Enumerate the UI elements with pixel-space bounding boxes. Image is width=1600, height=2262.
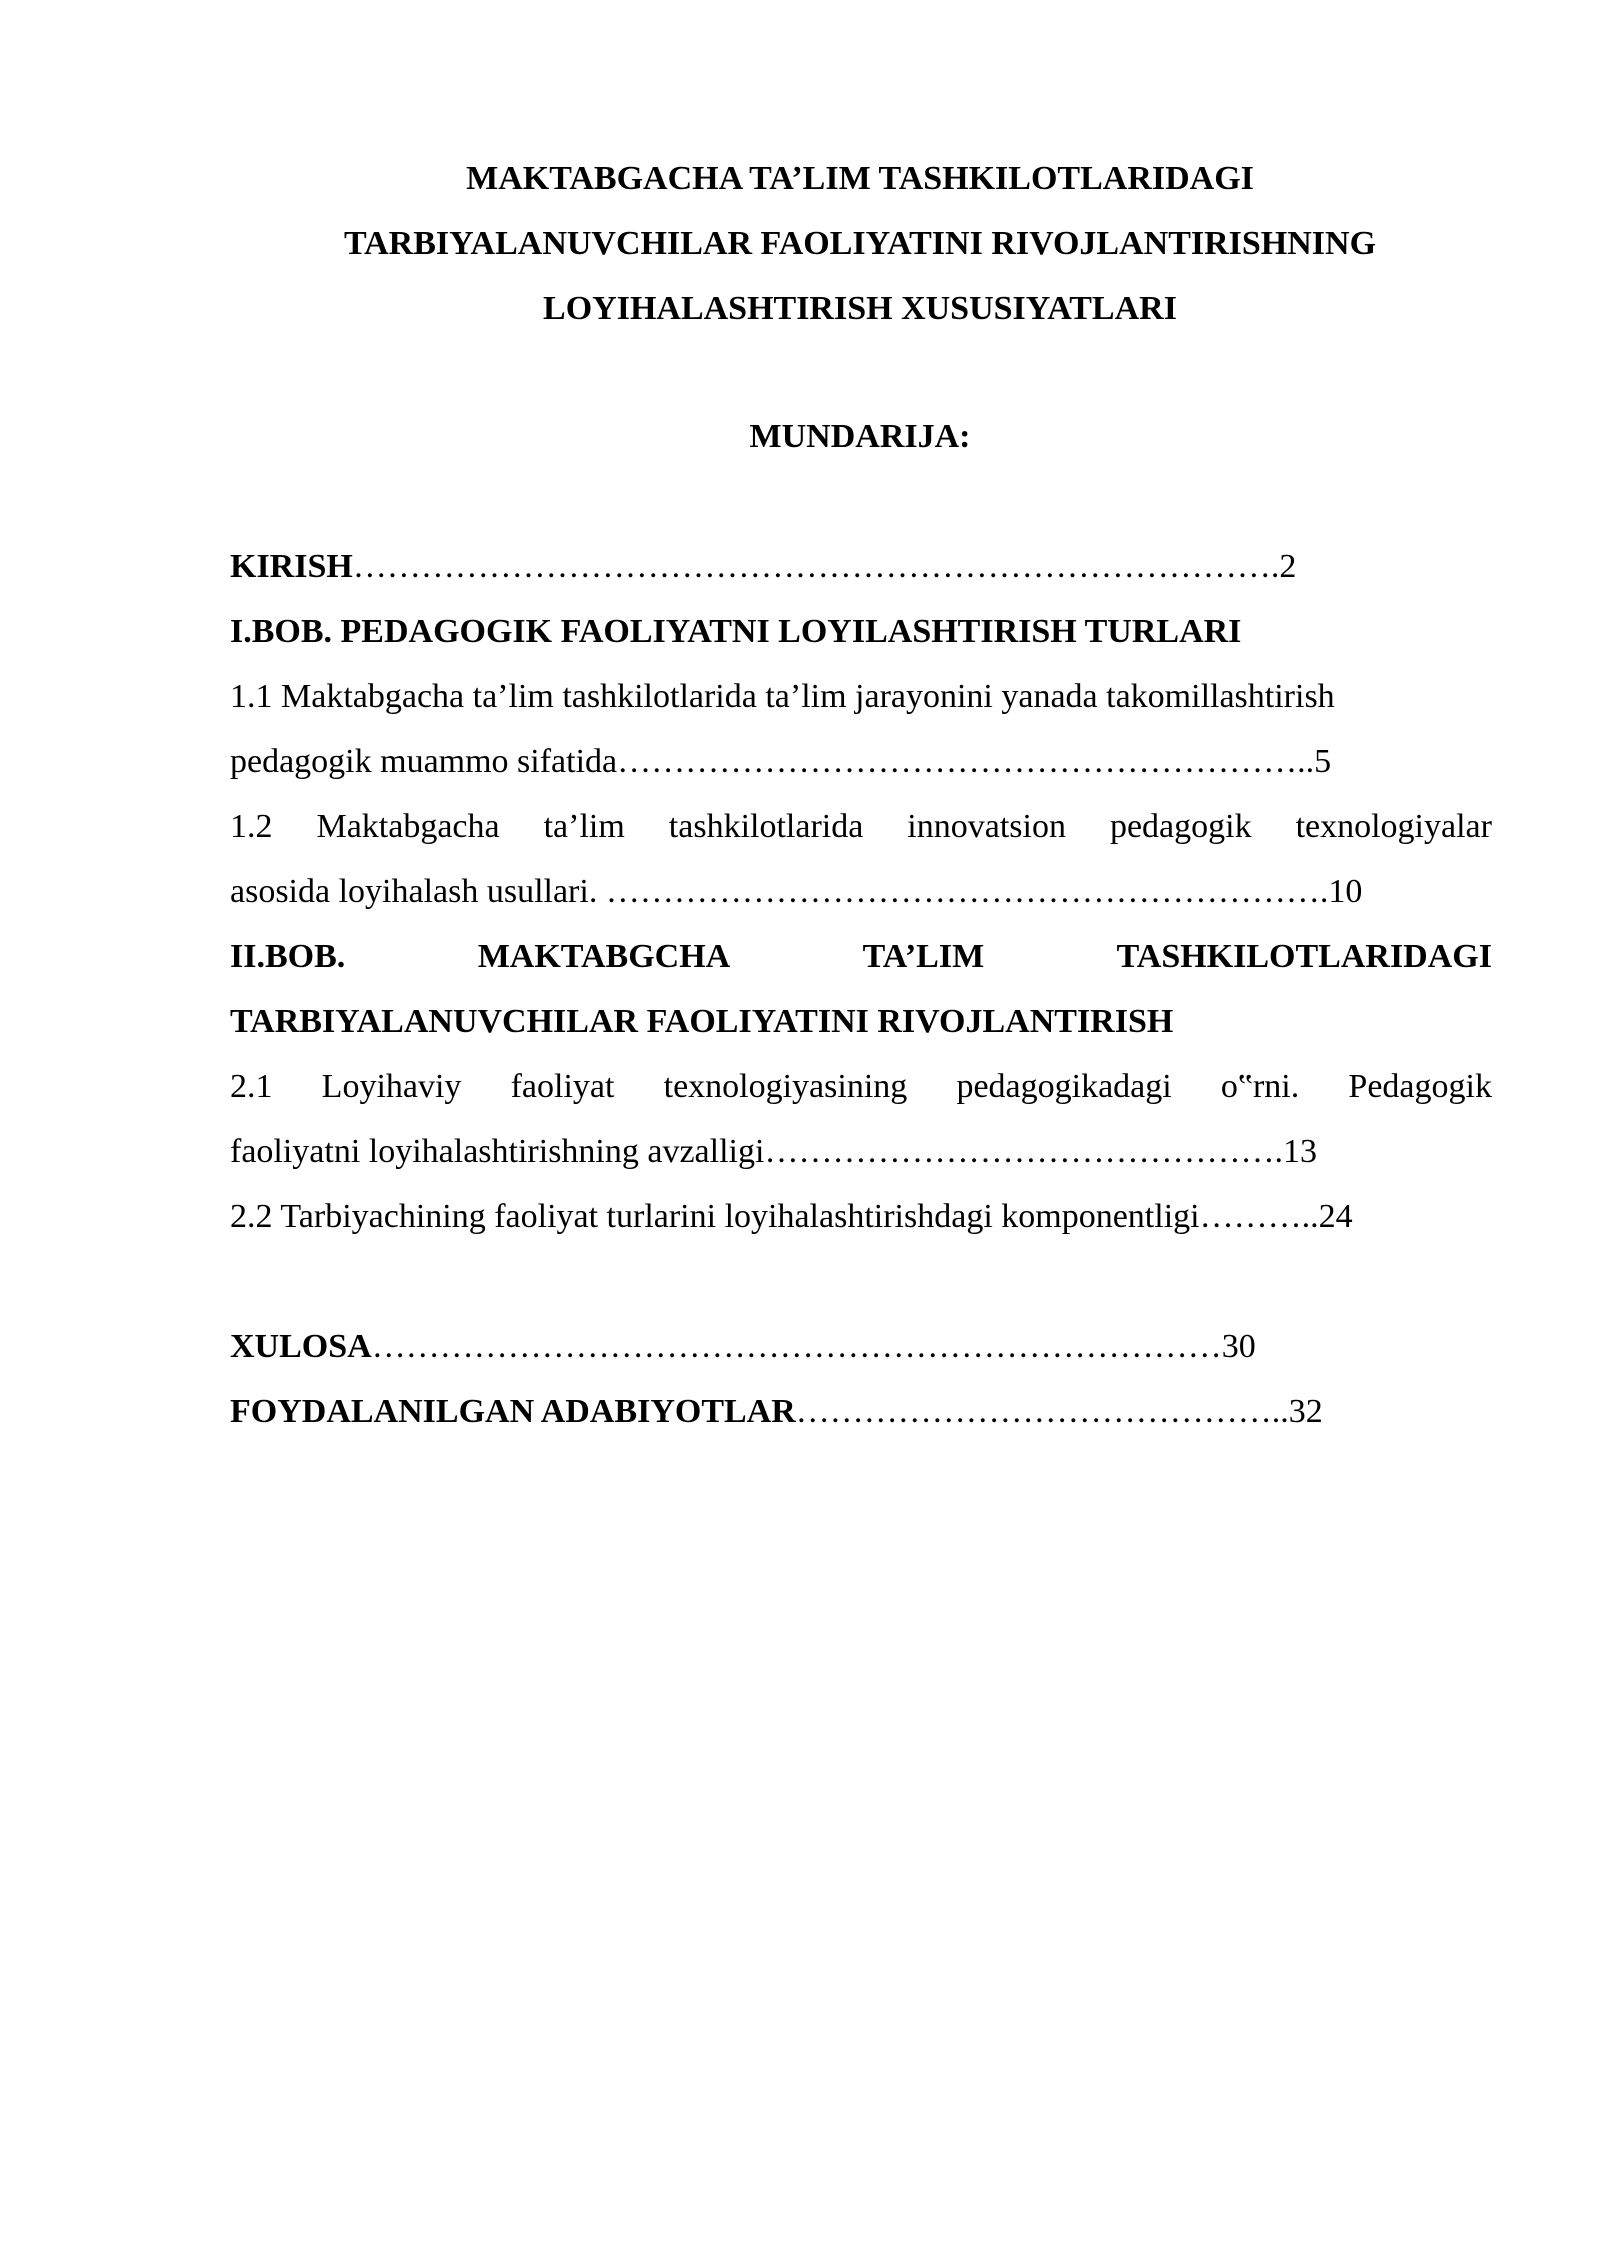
toc-page-number: 5 xyxy=(1314,743,1332,780)
toc-page-number: 10 xyxy=(1328,873,1363,910)
toc-entry-1-1-line-1: 1.1 Maktabgacha ta’lim tashkilotlarida ta’lim jarayonini yanada takomillashtirish xyxy=(230,678,1335,715)
toc-word: II.BOB. xyxy=(230,938,346,975)
toc-word: Pedagogik xyxy=(1348,1068,1492,1105)
toc-word: Loyihaviy xyxy=(321,1068,462,1105)
toc-word: MAKTABGCHA xyxy=(477,938,731,975)
toc-leader-dots: …………………………………………………….. xyxy=(617,743,1315,780)
toc-word: tashkilotlarida xyxy=(668,808,864,845)
toc-word: 2.1 xyxy=(230,1068,273,1105)
toc-word: texnologiyasining xyxy=(663,1068,908,1105)
toc-page-number: 2 xyxy=(1279,548,1297,585)
toc-entry-2-1-line-1 xyxy=(230,1054,1492,1119)
toc-label: asosida loyihalash usullari. xyxy=(230,873,606,910)
toc-leader-dots: ……….. xyxy=(1199,1198,1319,1235)
toc-chapter-2-line-1 xyxy=(230,924,1492,989)
toc-chapter-1: I.BOB. PEDAGOGIK FAOLIYATNI LOYILASHTIRISH TURLARI xyxy=(230,613,1242,650)
toc-label: pedagogik muammo sifatida xyxy=(230,743,618,780)
toc-word: pedagogik xyxy=(1109,808,1252,845)
toc-leader-dots: …………………………………….. xyxy=(795,1393,1289,1430)
title-line-2: TARBIYALANUVCHILAR FAOLIYATINI RIVOJLANTIRISHNING xyxy=(343,225,1377,262)
toc-label: faoliyatni loyihalashtirishning avzalligi xyxy=(230,1133,765,1170)
toc-label: FOYDALANILGAN ADABIYOTLAR xyxy=(230,1393,796,1430)
toc-entry-1-1-line-2 xyxy=(230,729,1492,794)
toc-leader-dots: ………………………………………………………. xyxy=(605,873,1329,910)
toc-word: texnologiyalar xyxy=(1295,808,1492,845)
toc-word: Maktabgacha xyxy=(316,808,500,845)
toc-leader-dots: ………………………………………………………………… xyxy=(371,1328,1222,1365)
contents-heading: MUNDARIJA: xyxy=(749,418,971,455)
toc-entry-adabiyotlar xyxy=(230,1379,1492,1444)
toc-entry-1-2-line-1 xyxy=(230,794,1492,859)
toc-entry-kirish xyxy=(230,534,1492,599)
toc-word: pedagogikadagi xyxy=(956,1068,1172,1105)
toc-entry-1-2-line-2 xyxy=(230,859,1492,924)
toc-label: XULOSA xyxy=(230,1328,372,1365)
toc-label: KIRISH xyxy=(230,548,353,585)
toc-label: 2.2 Tarbiyachining faoliyat turlarini loyihalashtirishdagi komponentligi xyxy=(230,1198,1200,1235)
title-line-3: LOYIHALASHTIRISH XUSUSIYATLARI xyxy=(543,290,1177,327)
toc-word: ta’lim xyxy=(543,808,625,845)
toc-entry-2-1-line-2 xyxy=(230,1119,1492,1184)
toc-word: innovatsion xyxy=(907,808,1066,845)
toc-page-number: 13 xyxy=(1282,1133,1317,1170)
table-of-contents xyxy=(230,534,1492,1444)
toc-word: TA’LIM xyxy=(862,938,985,975)
toc-chapter-2-line-2: TARBIYALANUVCHILAR FAOLIYATINI RIVOJLANTIRISH xyxy=(230,1003,1174,1040)
toc-word: o‟rni. xyxy=(1220,1068,1300,1105)
toc-page-number: 32 xyxy=(1288,1393,1323,1430)
toc-leader-dots: ………………………………………. xyxy=(764,1133,1283,1170)
toc-entry-xulosa xyxy=(230,1314,1492,1379)
title-line-1: MAKTABGACHA TA’LIM TASHKILOTLARIDAGI xyxy=(466,160,1254,197)
toc-word: TASHKILOTLARIDAGI xyxy=(1116,938,1492,975)
toc-word: 1.2 xyxy=(230,808,273,845)
toc-word: faoliyat xyxy=(510,1068,615,1105)
toc-entry-2-2 xyxy=(230,1184,1492,1249)
toc-page-number: 24 xyxy=(1318,1198,1353,1235)
toc-page-number: 30 xyxy=(1221,1328,1256,1365)
toc-spacer xyxy=(230,1249,1492,1314)
toc-leader-dots: ………………………………………………………………………. xyxy=(352,548,1280,585)
document-title xyxy=(230,146,1490,341)
